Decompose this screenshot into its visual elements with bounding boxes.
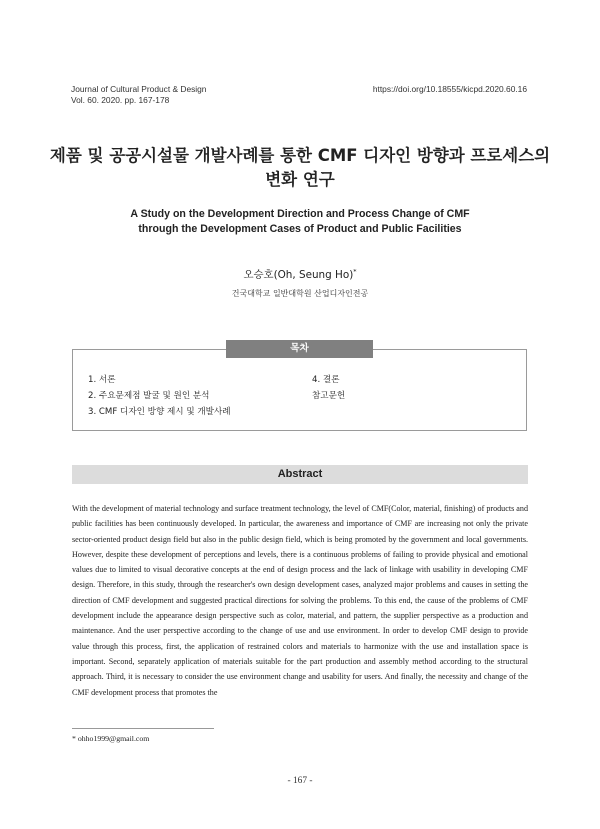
author-footnote-mark: * [353, 267, 357, 276]
doi-link[interactable]: https://doi.org/10.18555/kicpd.2020.60.16 [372, 84, 527, 94]
toc-item: 4. 결론 [312, 375, 340, 385]
author-name-text: 오승호(Oh, Seung Ho) [243, 269, 354, 281]
toc-item: 1. 서론 [88, 375, 116, 385]
author-affiliation: 건국대학교 일반대학원 산업디자인전공 [231, 289, 369, 298]
toc-left-column [88, 372, 231, 420]
english-title-line2: through the Development Cases of Product and Public Facilities [138, 222, 462, 235]
author-name [0, 266, 600, 281]
toc-right-column [312, 372, 345, 404]
korean-title-line2: 변화 연구 [265, 170, 335, 189]
toc-heading: 목차 [226, 340, 373, 358]
english-title [60, 207, 540, 236]
journal-info [71, 84, 206, 106]
abstract-body: With the development of material technology and surface treatment technology, the level of CMF(Color, material, finishing) of products and public facilities has been continuously developed. In particular, the awareness and importance of CMF are increasing not only the private sector-oriented product design field but also in the public design field, which is being promoted by the government and local governments. However, despite these development of perceptions and levels, there is a continuous problems of failing to provide physical and emotional values due to limited to visual decorative concepts at the end of design process and the lack of linkage with usability in developing CMF design. Therefore, in this study, through the researcher's own design development cases, analyzed major problems and causes in setting the direction of CMF development and suggested practical directions for solving the problems. To this end, the cause of the problems of CMF development include the appearance design perspective such as color, material, and pattern, the supplier perspective as a production and maintenance. And the user perspective according to the change of use and use environment. In order to develop CMF design to provide value through this process, first, the application of restrained colors and materials to harmonize with the use and installation space is important. Second, separately application of materials suitable for the part production and assembly method according to the structural approach. Third, it is necessary to consider the use environment change and usability for users. And finally, the necessity and change of the CMF development process that promotes the [72, 504, 528, 697]
footnote-email: * ohho1999@gmail.com [72, 734, 150, 743]
journal-name: Journal of Cultural Product & Design [71, 84, 207, 94]
toc-item: 3. CMF 디자인 방향 제시 및 개발사례 [88, 407, 231, 417]
abstract-heading: Abstract [277, 468, 323, 480]
toc-item: 참고문헌 [312, 391, 346, 401]
journal-volume: Vol. 60. 2020. pp. 167-178 [71, 95, 170, 105]
korean-title-line1: 제품 및 공공시설물 개발사례를 통한 CMF 디자인 방향과 프로세스의 [49, 146, 551, 165]
footnote-divider [72, 728, 214, 729]
korean-title [40, 144, 560, 192]
toc-item: 2. 주요문제점 발굴 및 원인 분석 [88, 391, 210, 401]
english-title-line1: A Study on the Development Direction and Process Change of CMF [130, 208, 470, 220]
page-number: - 167 - [287, 776, 313, 786]
